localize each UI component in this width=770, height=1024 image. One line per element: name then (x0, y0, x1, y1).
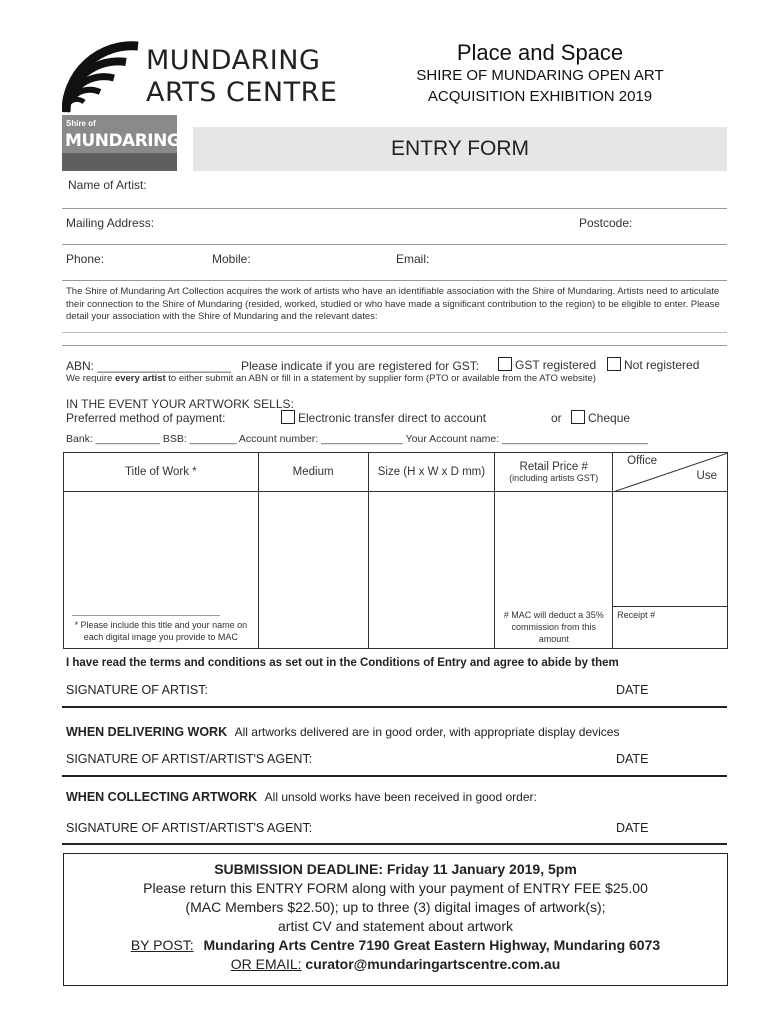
price-header-label: Retail Price # (519, 461, 588, 473)
col-medium-header: Medium (258, 453, 368, 492)
col-title-header: Title of Work * (64, 453, 259, 492)
artwork-table (63, 452, 728, 649)
signature-agent-label: SIGNATURE OF ARTIST/ARTIST'S AGENT: (66, 752, 313, 766)
event-sells-heading: IN THE EVENT YOUR ARTWORK SELLS: (66, 397, 294, 411)
mailing-address-label: Mailing Address: (66, 216, 155, 230)
shire-logo-name: MUNDARING (65, 131, 181, 151)
phone-label: Phone: (66, 252, 105, 266)
delivering-heading: WHEN DELIVERING WORK (66, 725, 228, 739)
divider (62, 280, 727, 281)
date-label: DATE (616, 821, 649, 835)
price-header-sub: (including artists GST) (509, 473, 599, 483)
cheque-option[interactable] (571, 410, 630, 425)
signature-line[interactable] (62, 775, 727, 777)
medium-cell[interactable] (258, 492, 368, 649)
post-address: Mundaring Arts Centre 7190 Great Eastern Highway, Mundaring 6073 (203, 937, 661, 953)
electronic-transfer-label: Electronic transfer direct to account (298, 411, 487, 425)
divider (62, 244, 727, 245)
gst-question: Please indicate if you are registered for GST: (241, 359, 480, 373)
submission-box (63, 853, 728, 986)
date-label: DATE (616, 683, 649, 697)
email-label: OR EMAIL: (230, 956, 302, 972)
bank-details-line: Bank: ___________ BSB: ________ Account number: ______________ Your Account name: _________________________ (66, 433, 649, 445)
title-note-cell (64, 607, 259, 649)
deadline-line2: Please return this ENTRY FORM along with your payment of ENTRY FEE $25.00 (143, 880, 648, 896)
gst-registered-checkbox[interactable] (498, 357, 512, 371)
title-note: * Please include this title and your name on each digital image you provide to MAC (74, 620, 248, 643)
delivering-row (66, 725, 619, 739)
terms-declaration: I have read the terms and conditions as set out in the Conditions of Entry and agree to abide by them (66, 657, 619, 669)
mobile-label: Mobile: (212, 252, 251, 266)
association-line (62, 332, 727, 333)
col-office-use-header (613, 453, 728, 492)
collecting-heading: WHEN COLLECTING ARTWORK (66, 790, 258, 804)
collecting-row (66, 790, 537, 804)
electronic-transfer-checkbox[interactable] (281, 410, 295, 424)
cheque-label: Cheque (588, 411, 631, 425)
logo-line1: MUNDARING (146, 45, 321, 76)
preferred-payment-label: Preferred method of payment: (66, 411, 226, 425)
title-cell[interactable] (64, 492, 259, 607)
deadline-line3: (MAC Members $22.50); up to three (3) digital images of artwork(s); (185, 899, 606, 915)
electronic-transfer-option[interactable] (281, 410, 486, 425)
table-header-row (64, 453, 728, 492)
shire-logo (62, 115, 181, 171)
table-row (64, 492, 728, 607)
abn-note-post: to either submit an ABN or fill in a statement by supplier form (PTO or available from the ATO website) (165, 373, 596, 384)
email-row (64, 955, 727, 974)
receipt-label: Receipt # (617, 610, 656, 620)
abn-label: ABN: ____________________ (66, 359, 231, 373)
abn-note-bold: every artist (114, 373, 166, 384)
gst-registered-label: GST registered (515, 358, 597, 372)
email-address-link[interactable]: curator@mundaringartscentre.com.au (305, 956, 561, 972)
post-label: BY POST: (130, 937, 194, 953)
price-note: # MAC will deduct a 35% commission from this amount (503, 610, 604, 645)
cheque-checkbox[interactable] (571, 410, 585, 424)
deadline-line4: artist CV and statement about artwork (278, 918, 513, 934)
association-line (62, 345, 727, 346)
logo-line2: ARTS CENTRE (146, 77, 338, 108)
col-size-header: Size (H x W x D mm) (368, 453, 495, 492)
deadline-heading: SUBMISSION DEADLINE: Friday 11 January 2019, 5pm (214, 861, 577, 877)
office-use-cell (613, 492, 728, 607)
receipt-cell (613, 607, 728, 649)
name-of-artist-label: Name of Artist: (68, 178, 147, 192)
shire-logo-small: Shire of (66, 119, 96, 128)
email-label: Email: (396, 252, 430, 266)
not-registered-label: Not registered (624, 358, 700, 372)
collecting-text: All unsold works have been received in good order: (264, 790, 537, 804)
price-cell[interactable] (495, 492, 613, 607)
col-price-header (495, 453, 613, 492)
postcode-label: Postcode: (579, 216, 633, 230)
entry-form-banner: ENTRY FORM (193, 127, 727, 171)
page-subtitle-line2: ACQUISITION EXHIBITION 2019 (427, 88, 653, 105)
office-label: Office (627, 455, 657, 467)
signature-line[interactable] (62, 843, 727, 845)
abn-note (66, 373, 596, 384)
not-registered-option[interactable] (607, 357, 699, 372)
price-note-cell (495, 607, 613, 649)
mac-logo-arcs-icon (62, 40, 148, 115)
use-label: Use (696, 470, 717, 482)
or-label: or (551, 411, 562, 425)
date-label: DATE (616, 752, 649, 766)
abn-note-pre: We require (66, 373, 115, 384)
post-row (64, 936, 727, 955)
association-text: The Shire of Mundaring Art Collection acquires the work of artists who have an identifiable association with the Shire of Mundaring. Artists need to articulate their connection to the Shire of Mundaring (resided, worked, studied or who have made a significant contribution to the region) to be eligible to enter. Please detail your association with the Shire of Mundaring and the relevant dates: (66, 286, 720, 322)
not-registered-checkbox[interactable] (607, 357, 621, 371)
signature-artist-label: SIGNATURE OF ARTIST: (66, 683, 208, 697)
divider (62, 208, 727, 209)
signature-line[interactable] (62, 706, 727, 708)
shire-logo-hills (62, 153, 177, 171)
gst-registered-option[interactable] (498, 357, 596, 372)
page-subtitle-line1: SHIRE OF MUNDARING OPEN ART (416, 67, 664, 84)
mac-logo (62, 40, 352, 115)
size-cell[interactable] (368, 492, 495, 649)
signature-agent-label: SIGNATURE OF ARTIST/ARTIST'S AGENT: (66, 821, 313, 835)
page-title: Place and Space (456, 40, 624, 65)
delivering-text: All artworks delivered are in good order, with appropriate display devices (234, 725, 620, 739)
